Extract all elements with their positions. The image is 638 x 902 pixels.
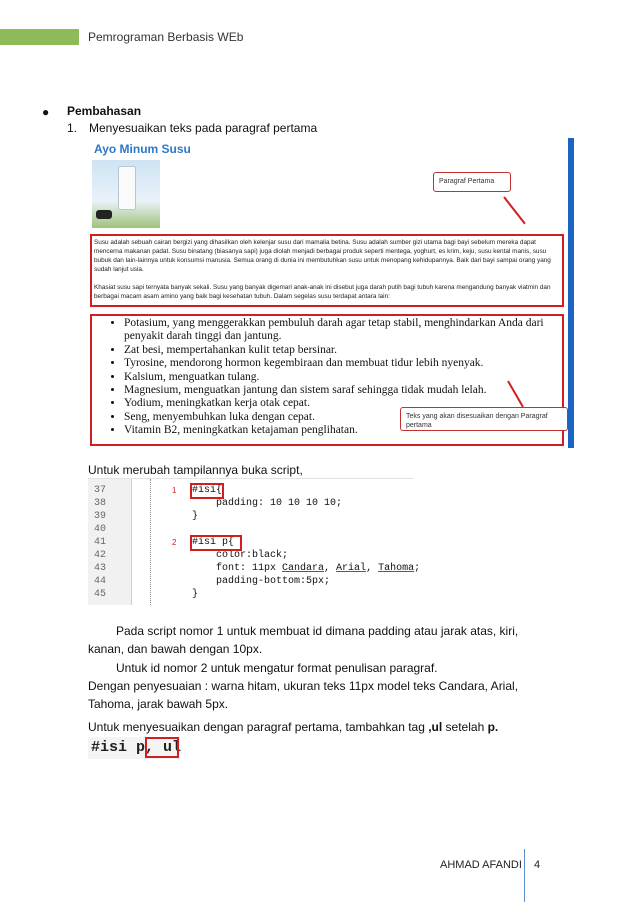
section-heading: Pembahasan bbox=[67, 104, 142, 118]
list-item: • Tyrosine, mendorong hormon kegembiraan dan membuat tidur lebih nyenyak. bbox=[124, 357, 556, 370]
code-token: Candara bbox=[282, 563, 325, 574]
paragraph: Untuk id nomor 2 untuk mengatur format penulisan paragraf. bbox=[116, 661, 438, 675]
list-item: • Seng, menyembuhkan luka dengan cepat. bbox=[124, 411, 556, 424]
paragraph-emphasis: p. bbox=[487, 720, 499, 734]
line-number: 41 bbox=[94, 537, 107, 548]
line-number: 43 bbox=[94, 563, 107, 574]
callout-arrow bbox=[503, 196, 526, 224]
list-item: • Yodium, meningkatkan kerja otak cepat. bbox=[124, 397, 556, 410]
code-line: padding: 10 10 10 10; bbox=[192, 498, 343, 509]
highlight-box-isi-p bbox=[190, 535, 242, 551]
code-line: #isi{ bbox=[192, 485, 223, 496]
screenshot-paragraph-1: Susu adalah sebuah cairan bergizi yang dihasilkan oleh kelenjar susu dari mamalia betina. Susu adalah sumber gizi utama bagi bayi sebelum mereka dapat mencerna makanan padat. Susu binatang (biasanya sapi) juga diolah menjadi berbagai produk seperti mentega, yoghurt, es krim, keju, susu kental manis, susu bubuk dan lain-lainnya untuk konsumsi manusia. Semua orang di dunia ini membutuhkan susu untuk menopang kehidupannya. Baik dari bayi sampai orang yang sudah lanjut usia. bbox=[94, 239, 551, 273]
list-item: • Zat besi, mempertahankan kulit tetap bersinar. bbox=[124, 344, 556, 357]
paragraph: Pada script nomor 1 untuk membuat id dimana padding atau jarak atas, kiri, kanan, dan bawah dengan 10px. bbox=[88, 624, 519, 656]
code-line: #isi p{ bbox=[192, 537, 235, 548]
marker-2: 2 bbox=[172, 538, 177, 547]
code-token: font: 11px bbox=[192, 563, 283, 574]
code-line: padding-bottom:5px; bbox=[192, 576, 331, 587]
cow-shape bbox=[96, 210, 112, 219]
item-number: 1. bbox=[67, 121, 78, 135]
list-item: • Magnesium, menguatkan jantung dan sistem saraf sehingga tidak mudah lelah. bbox=[124, 384, 556, 397]
screenshot-scrollbar bbox=[568, 138, 574, 448]
paragraph-emphasis: ,ul bbox=[428, 720, 443, 734]
code-line: } bbox=[192, 511, 199, 522]
header-title: Pemrograman Berbasis WEb bbox=[88, 30, 244, 44]
fold-guide bbox=[150, 479, 151, 605]
paragraph bbox=[88, 718, 558, 736]
callout-teks-disesuaikan: Teks yang akan disesuaikan dengan Paragraf pertama bbox=[400, 407, 568, 431]
site-title: Ayo Minum Susu bbox=[94, 142, 191, 156]
list-item: • Vitamin B2, meningkatkan ketajaman penglihatan. bbox=[124, 424, 556, 437]
bullet-icon: ● bbox=[42, 105, 50, 119]
paragraph-text: Untuk menyesuaikan dengan paragraf pertama, tambahkan tag bbox=[88, 720, 429, 734]
line-number: 39 bbox=[94, 511, 107, 522]
highlight-box-ul bbox=[145, 737, 179, 758]
code-token: ; bbox=[414, 563, 421, 574]
code-token: Arial bbox=[336, 563, 367, 574]
line-number: 45 bbox=[94, 589, 107, 600]
list-item: • Potasium, yang menggerakkan pembuluh darah agar tetap stabil, menghindarkan Anda dari penyakit darah tinggi dan jantung. bbox=[124, 317, 556, 344]
webpage-screenshot bbox=[88, 138, 574, 448]
line-number: 40 bbox=[94, 524, 107, 535]
footer-author: AHMAD AFANDI bbox=[440, 859, 522, 871]
line-number: 37 bbox=[94, 485, 107, 496]
header-accent-bar bbox=[0, 29, 78, 45]
code-token: , bbox=[366, 563, 379, 574]
code-line bbox=[192, 563, 420, 574]
footer-divider bbox=[524, 849, 525, 902]
code-snippet: #isi p, ul bbox=[91, 739, 182, 756]
code-token: , bbox=[324, 563, 337, 574]
highlight-box-isi bbox=[190, 483, 224, 499]
line-number: 38 bbox=[94, 498, 107, 509]
instruction-text: Untuk merubah tampilannya buka script, bbox=[88, 463, 303, 477]
line-number: 42 bbox=[94, 550, 107, 561]
milk-glass-shape bbox=[118, 166, 136, 210]
code-line: color:black; bbox=[192, 550, 289, 561]
callout-paragraf-pertama: Paragraf Pertama bbox=[433, 172, 511, 192]
numbered-item bbox=[67, 120, 317, 136]
code-line: } bbox=[192, 589, 199, 600]
marker-1: 1 bbox=[172, 486, 177, 495]
line-number: 44 bbox=[94, 576, 107, 587]
paragraph-text: setelah bbox=[442, 720, 488, 734]
milk-image bbox=[92, 160, 160, 228]
code-editor-screenshot bbox=[88, 478, 421, 604]
item-text: Menyesuaikan teks pada paragraf pertama bbox=[89, 121, 318, 135]
page-number: 4 bbox=[534, 859, 541, 871]
code-snippet-screenshot bbox=[88, 737, 180, 759]
code-token: Tahoma bbox=[378, 563, 415, 574]
screenshot-paragraph-2: Khasiat susu sapi ternyata banyak sekali. Susu yang banyak digemari anak-anak ini disebut juga darah putih bagi tubuh karena mengandung banyak viatmin dan berbagai macam asam amino yang baik bagi kesehatan tubuh. Dalam segelas susu terdapat antara lain: bbox=[94, 284, 551, 300]
list-item: • Kalsium, menguatkan tulang. bbox=[124, 371, 556, 384]
paragraph: Dengan penyesuaian : warna hitam, ukuran teks 11px model teks Candara, Arial, Tahoma, jarak bawah 5px. bbox=[88, 679, 519, 711]
